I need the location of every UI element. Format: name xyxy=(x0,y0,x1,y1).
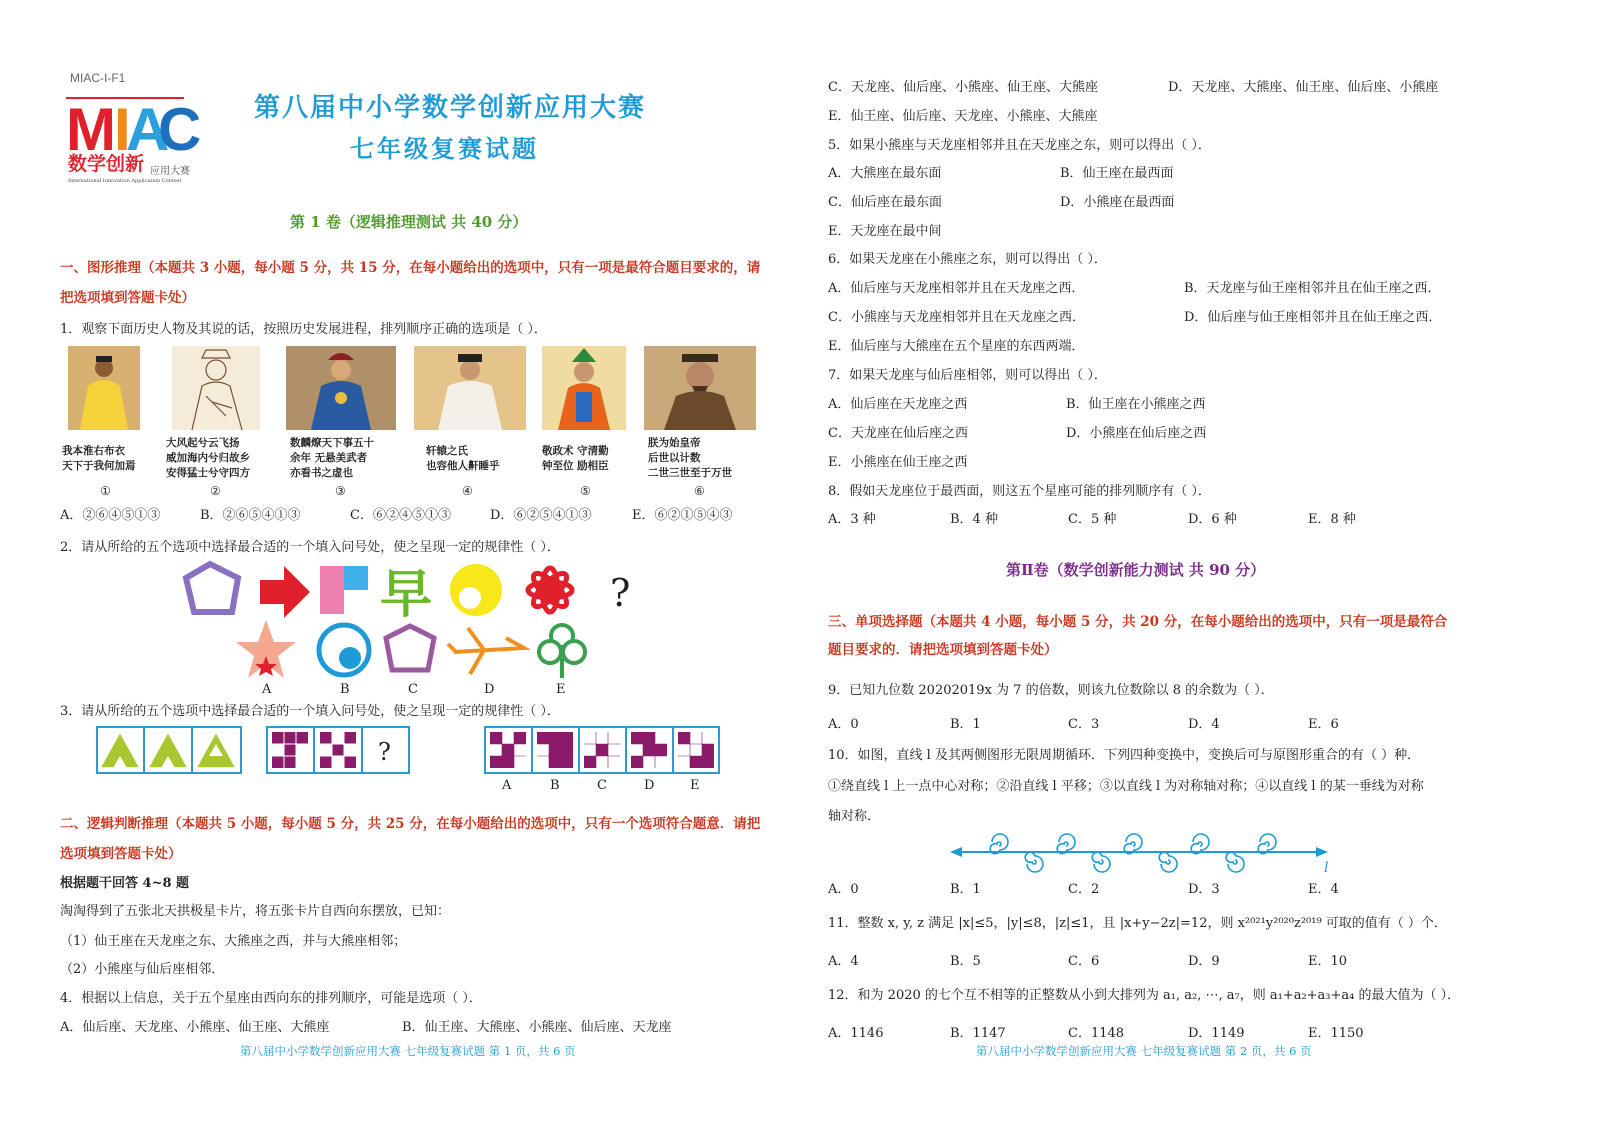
q8-option-a: A．3 种 xyxy=(828,512,876,527)
portrait-2 xyxy=(172,346,260,430)
question-5: 5．如果小熊座与天龙座相邻并且在天龙座之东，则可以得出（ ）． xyxy=(828,138,1211,153)
question-7: 7．如果天龙座与仙后座相邻，则可以得出（ ）． xyxy=(828,368,1107,383)
flower-shape xyxy=(528,568,572,612)
q10-option-b: B．1 xyxy=(950,882,981,897)
section-1-instructions-cont: 把选项填到答题卡处） xyxy=(60,290,195,306)
q7-option-a: A．仙后座在天龙座之西 xyxy=(828,397,968,412)
q12-option-c: C．1148 xyxy=(1068,1026,1125,1041)
question-11: 11．整数 x, y, z 满足 |x|≤5，|y|≤8，|z|≤1，且 |x+y−2z|=12，则 x²⁰²¹y²⁰²⁰z²⁰¹⁹ 可取的值有（ ）个． xyxy=(828,916,1447,931)
context-line-3: （2）小熊座与仙后座相邻． xyxy=(60,962,225,977)
exam-subtitle: 七年级复赛试题 xyxy=(350,134,539,163)
q9-option-a: A．0 xyxy=(828,717,859,732)
q10-spiral-figure xyxy=(950,826,1340,878)
portrait-5 xyxy=(542,346,626,430)
q10-option-d: D．3 xyxy=(1188,882,1220,897)
portrait-3 xyxy=(286,346,396,430)
caption-3: 数麟燎天下事五十 余年 无悬美武者 亦看书之虚也 xyxy=(290,437,374,479)
q11-option-d: D．9 xyxy=(1188,954,1220,969)
q4-option-d: D．天龙座、大熊座、仙王座、仙后座、小熊座 xyxy=(1168,80,1439,95)
q8-option-d: D．6 种 xyxy=(1188,512,1237,527)
logo-subtitle-2: 应用大赛 xyxy=(150,166,190,177)
q1-option-c: C．⑥②④⑤①③ xyxy=(350,508,451,523)
page-2-footer: 第八届中小学数学创新应用大赛 七年级复赛试题 第 2 页，共 6 页 xyxy=(976,1044,1312,1058)
q10-option-a: A．0 xyxy=(828,882,859,897)
q2-options-figure xyxy=(234,618,594,680)
page-1-footer: 第八届中小学数学创新应用大赛 七年级复赛试题 第 1 页，共 6 页 xyxy=(240,1044,576,1058)
portrait-1 xyxy=(68,346,140,430)
portrait-number-5: ⑤ xyxy=(580,484,591,498)
portrait-number-1: ① xyxy=(100,484,111,498)
q6-option-a: A．仙后座与天龙座相邻并且在天龙座之西． xyxy=(828,281,1085,296)
q7-option-b: B．仙王座在小熊座之西 xyxy=(1066,397,1206,412)
q9-option-c: C．3 xyxy=(1068,717,1100,732)
svg-text:C: C xyxy=(158,96,202,163)
pentagon-shape xyxy=(186,564,238,612)
caption-5: 敬政术 守清勤 钟至位 励相臣 xyxy=(542,445,609,472)
q10-option-c: C．2 xyxy=(1068,882,1100,897)
q3-grid-sequence xyxy=(266,726,410,774)
q11-option-b: B．5 xyxy=(950,954,981,969)
question-mark: ? xyxy=(610,571,631,615)
q1-option-d: D．⑥②⑤④①③ xyxy=(490,508,592,523)
q11-option-e: E．10 xyxy=(1308,954,1348,969)
svg-text:I: I xyxy=(114,96,127,163)
q12-option-d: D．1149 xyxy=(1188,1026,1245,1041)
q1-option-b: B．②⑥⑤④①③ xyxy=(200,508,301,523)
logo-subtitle: 数学创新 xyxy=(68,153,145,175)
ring-option-icon xyxy=(319,625,369,675)
q3-triangle-sequence xyxy=(96,726,242,774)
question-10: 10．如图，直线 l 及其两侧图形无限周期循环．下列四种变换中，变换后可与原图形重合的有（ ）种． xyxy=(828,748,1421,763)
section-1-instructions: 一、图形推理（本题共 3 小题，每小题 5 分，共 15 分，在每小题给出的选项中，只有一项是最符合题目要求的，请 xyxy=(60,260,761,276)
q9-option-e: E．6 xyxy=(1308,717,1339,732)
char-shape: 早 xyxy=(380,565,433,625)
q3-option-e: E xyxy=(690,778,700,793)
section-3-instructions: 三、单项选择题（本题共 4 小题，每小题 5 分，共 20 分，在每小题给出的选项中，只有一项是最符合 xyxy=(828,614,1448,630)
caption-6: 朕为始皇帝 后世以计数 二世三世至于万世 xyxy=(648,437,732,479)
question-8: 8．假如天龙座位于最西面，则这五个星座可能的排列顺序有（ ）． xyxy=(828,484,1211,499)
q12-option-b: B．1147 xyxy=(950,1026,1006,1041)
q5-option-d: D．小熊座在最西面 xyxy=(1060,195,1175,210)
section-2-instructions-cont: 选项填到答题卡处） xyxy=(60,846,182,862)
pentagon-option-icon xyxy=(386,626,434,670)
q3-grid-options xyxy=(484,726,720,774)
q5-option-e: E．天龙座在最中间 xyxy=(828,224,942,239)
q2-option-e: E xyxy=(556,682,566,697)
q2-option-c: C xyxy=(408,682,418,697)
q11-option-a: A．4 xyxy=(828,954,859,969)
club-option-icon xyxy=(539,625,585,678)
q9-option-d: D．4 xyxy=(1188,717,1220,732)
plane-option-icon xyxy=(448,628,524,674)
section-2-instructions: 二、逻辑判断推理（本题共 5 小题，每小题 5 分，共 25 分，在每小题给出的选项中，只有一个选项符合题意．请把 xyxy=(60,816,761,832)
q7-option-d: D．小熊座在仙后座之西 xyxy=(1066,426,1207,441)
question-12: 12．和为 2020 的七个互不相等的正整数从小到大排列为 a₁, a₂, ⋯, a₇，则 a₁+a₂+a₃+a₄ 的最大值为（ ）． xyxy=(828,988,1461,1003)
q12-option-e: E．1150 xyxy=(1308,1026,1364,1041)
q3-option-a: A xyxy=(502,778,512,793)
q5-option-b: B．仙王座在最西面 xyxy=(1060,166,1174,181)
caption-1: 我本淮右布衣 天下于我何加焉 xyxy=(62,445,136,472)
page-2 xyxy=(800,0,1600,1130)
arrow-shape xyxy=(260,566,310,618)
q10-option-e: E．4 xyxy=(1308,882,1339,897)
question-6: 6．如果天龙座在小熊座之东，则可以得出（ ）． xyxy=(828,252,1107,267)
caption-2: 大风起兮云飞扬 威加海内兮归故乡 安得猛士兮守四方 xyxy=(166,437,250,479)
q4-option-e: E．仙王座、仙后座、天龙座、小熊座、大熊座 xyxy=(828,109,1098,124)
squares-shape xyxy=(320,566,368,614)
question-10-cont: ①绕直线 l 上一点中心对称；②沿直线 l 平移；③以直线 l 为对称轴对称；④以直线 l 的某一垂线为对称 xyxy=(828,779,1424,794)
volume-1-heading: 第 1 卷（逻辑推理测试 共 40 分） xyxy=(290,213,528,231)
q7-option-c: C．天龙座在仙后座之西 xyxy=(828,426,968,441)
q3-question-mark: ? xyxy=(378,738,391,766)
q6-option-b: B．天龙座与仙王座相邻并且在仙王座之西． xyxy=(1184,281,1441,296)
star-option-icon xyxy=(236,620,296,678)
logo-code: MIAC-I-F1 xyxy=(70,71,126,85)
q8-option-e: E．8 种 xyxy=(1308,512,1356,527)
q4-option-a: A．仙后座、天龙座、小熊座、仙王座、大熊座 xyxy=(60,1020,330,1035)
q6-option-d: D．仙后座与仙王座相邻并且在仙王座之西． xyxy=(1184,310,1442,325)
question-10-cont-2: 轴对称． xyxy=(828,809,881,824)
q1-option-e: E．⑥②①⑤④③ xyxy=(632,508,733,523)
portrait-number-2: ② xyxy=(210,484,221,498)
q5-option-a: A．大熊座在最东面 xyxy=(828,166,942,181)
miac-logo-icon xyxy=(66,96,202,163)
question-9: 9．已知九位数 20202019x 为 7 的倍数，则该九位数除以 8 的余数为（ ）． xyxy=(828,683,1274,698)
q2-option-a: A xyxy=(262,682,272,697)
context-heading: 根据题干回答 4~8 题 xyxy=(60,876,190,891)
question-1: 1．观察下面历史人物及其说的话，按照历史发展进程，排列顺序正确的选项是（ ）． xyxy=(60,322,547,337)
svg-text:M: M xyxy=(66,96,110,163)
question-2: 2．请从所给的五个选项中选择最合适的一个填入问号处，使之呈现一定的规律性（ ）． xyxy=(60,540,560,555)
q4-option-b: B．仙王座、大熊座、小熊座、仙后座、天龙座 xyxy=(402,1020,672,1035)
context-line-1: 淘淘得到了五张北天拱极星卡片，将五张卡片自西向东摆放，已知： xyxy=(60,904,451,919)
context-line-2: （1）仙王座在天龙座之东、大熊座之西，并与大熊座相邻； xyxy=(60,934,407,949)
q7-option-e: E．小熊座在仙王座之西 xyxy=(828,455,968,470)
exam-title: 第八届中小学数学创新应用大赛 xyxy=(254,93,647,123)
portrait-number-3: ③ xyxy=(335,484,346,498)
volume-2-heading: 第Ⅱ卷（数学创新能力测试 共 90 分） xyxy=(1006,561,1266,579)
section-3-instructions-cont: 题目要求的．请把选项填到答题卡处） xyxy=(828,642,1058,658)
logo-tiny-text: International Innovation Application Contest xyxy=(68,178,182,184)
portrait-number-6: ⑥ xyxy=(694,484,705,498)
q5-option-c: C．仙后座在最东面 xyxy=(828,195,942,210)
q8-option-c: C．5 种 xyxy=(1068,512,1117,527)
q2-sequence-figure xyxy=(180,560,640,625)
question-3: 3．请从所给的五个选项中选择最合适的一个填入问号处，使之呈现一定的规律性（ ）． xyxy=(60,704,560,719)
q8-option-b: B．4 种 xyxy=(950,512,998,527)
q2-option-d: D xyxy=(484,682,495,697)
q4-option-c: C．天龙座、仙后座、小熊座、仙王座、大熊座 xyxy=(828,80,1098,95)
moon-shape xyxy=(450,564,502,616)
q2-option-b: B xyxy=(340,682,350,697)
svg-text:A: A xyxy=(126,96,166,163)
question-4: 4．根据以上信息，关于五个星座由西向东的排列顺序，可能是选项（ ）． xyxy=(60,991,482,1006)
portrait-4 xyxy=(414,346,526,430)
q12-option-a: A．1146 xyxy=(828,1026,884,1041)
q11-option-c: C．6 xyxy=(1068,954,1100,969)
q1-option-a: A．②⑥④⑤①③ xyxy=(60,508,161,523)
line-l-label: l xyxy=(1324,860,1329,876)
q6-option-c: C．小熊座与天龙座相邻并且在天龙座之西． xyxy=(828,310,1085,325)
q6-option-e: E．仙后座与大熊座在五个星座的东西两端． xyxy=(828,339,1085,354)
q3-option-b: B xyxy=(550,778,560,793)
portrait-number-4: ④ xyxy=(462,484,473,498)
caption-4: 轩辕之氏 也容他人鼾睡乎 xyxy=(426,445,500,472)
q3-option-c: C xyxy=(597,778,607,793)
q3-option-d: D xyxy=(644,778,655,793)
portrait-6 xyxy=(644,346,756,430)
q9-option-b: B．1 xyxy=(950,717,981,732)
